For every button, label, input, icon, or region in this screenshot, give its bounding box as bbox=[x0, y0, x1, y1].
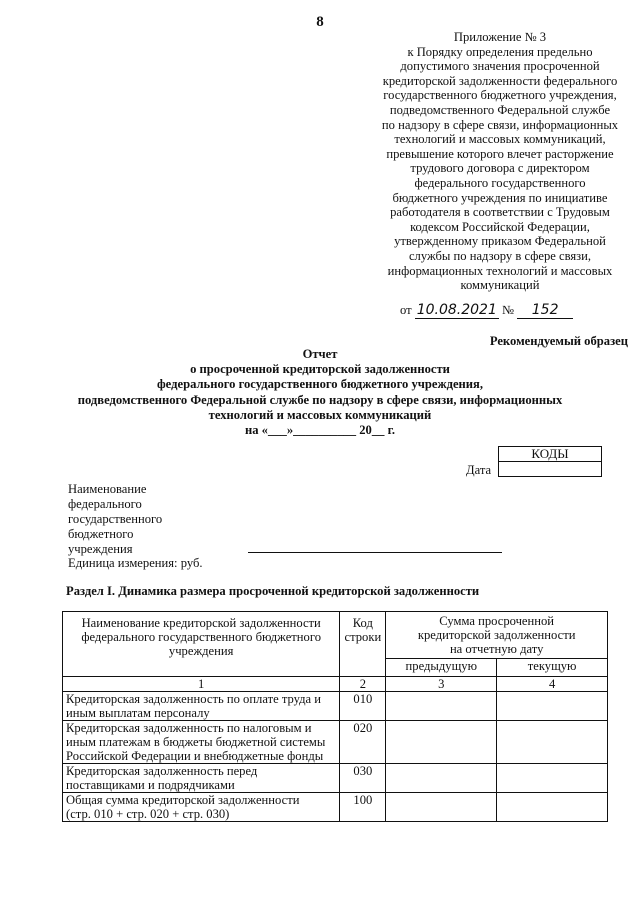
row-name: Кредиторская задолженность перед поставщиками и подрядчиками bbox=[63, 764, 340, 793]
row-curr-value[interactable] bbox=[497, 793, 608, 822]
debt-table bbox=[62, 611, 608, 822]
row-code: 020 bbox=[340, 721, 386, 764]
institution-label-line: Наименование bbox=[68, 482, 147, 496]
appendix-line: трудового договора с директором bbox=[410, 161, 590, 176]
table-row bbox=[63, 764, 608, 793]
institution-label-line: учреждения bbox=[68, 542, 133, 557]
codes-header: КОДЫ bbox=[498, 446, 602, 462]
section-title: Раздел I. Динамика размера просроченной кредиторской задолженности bbox=[66, 584, 480, 598]
row-prev-value[interactable] bbox=[386, 721, 497, 764]
row-name: Общая сумма кредиторской задолженности bbox=[66, 793, 300, 807]
number-prefix: № bbox=[501, 303, 514, 317]
table-row bbox=[63, 692, 608, 721]
appendix-line: государственного бюджетного учреждения, bbox=[383, 88, 617, 103]
institution-label-line: бюджетного bbox=[68, 527, 134, 542]
row-name: Кредиторская задолженность по оплате труда и иным выплатам персоналу bbox=[63, 692, 340, 721]
appendix-line: кредиторской задолженности федерального bbox=[382, 73, 618, 88]
col-prev-header: предыдущую bbox=[386, 659, 497, 677]
appendix-line: к Порядку определения предельно bbox=[407, 44, 593, 59]
report-title bbox=[0, 347, 640, 438]
institution-label-line: федерального bbox=[68, 497, 142, 512]
appendix-line: технологий и массовых коммуникаций, bbox=[394, 132, 606, 147]
institution-name-field[interactable] bbox=[248, 552, 502, 553]
date-label: Дата bbox=[466, 463, 492, 477]
appendix-line: по надзору в сфере связи, информационных bbox=[381, 117, 619, 132]
row-code: 100 bbox=[340, 793, 386, 822]
row-name-cell bbox=[63, 793, 340, 822]
col-name-header: Наименование кредиторской задолженности федерального государственного бюджетного учреждения bbox=[63, 612, 340, 677]
row-prev-value[interactable] bbox=[386, 692, 497, 721]
institution-label-line: государственного bbox=[68, 512, 163, 527]
date-prefix: от bbox=[400, 303, 412, 317]
col-number: 3 bbox=[386, 677, 497, 692]
col-number: 1 bbox=[63, 677, 340, 692]
appendix-line: коммуникаций bbox=[460, 278, 540, 293]
page-number: 8 bbox=[316, 14, 324, 30]
appendix-line: службы по надзору в сфере связи, bbox=[408, 248, 592, 263]
appendix-line: превышение которого влечет расторжение bbox=[386, 146, 614, 161]
col-number: 2 bbox=[340, 677, 386, 692]
col-code-header: Код строки bbox=[340, 612, 386, 677]
unit-label: Единица измерения: руб. bbox=[68, 556, 203, 570]
col-curr-header: текущую bbox=[497, 659, 608, 677]
appendix-line: кодексом Российской Федерации, bbox=[410, 219, 590, 234]
appendix-line: подведомственного Федеральной службе bbox=[389, 102, 611, 117]
sample-label: Рекомендуемый образец bbox=[489, 334, 628, 348]
row-code: 010 bbox=[340, 692, 386, 721]
appendix-line: бюджетного учреждения по инициативе bbox=[392, 190, 608, 205]
report-title-line: федерального государственного бюджетного учреждения, bbox=[156, 377, 484, 392]
col-number: 4 bbox=[497, 677, 608, 692]
order-number-handwritten: 152 bbox=[517, 302, 573, 319]
table-row bbox=[63, 721, 608, 764]
row-name: Кредиторская задолженность по налоговым и иным платежам в бюджеты бюджетной системы Российской Федерации и внебюджетные фонды bbox=[63, 721, 340, 764]
report-date-line: на «___»__________ 20__ г. bbox=[244, 423, 396, 438]
appendix-line: федерального государственного bbox=[414, 175, 586, 190]
order-date-handwritten: 10.08.2021 bbox=[416, 302, 497, 318]
report-title-line: о просроченной кредиторской задолженности bbox=[190, 362, 450, 377]
report-title-line: Отчет bbox=[302, 347, 338, 361]
appendix-header bbox=[368, 30, 632, 293]
report-title-line: подведомственного Федеральной службе по надзору в сфере связи, информационных bbox=[77, 392, 563, 407]
row-name-formula: (стр. 010 + стр. 020 + стр. 030) bbox=[66, 807, 230, 821]
row-prev-value[interactable] bbox=[386, 793, 497, 822]
order-date-row bbox=[400, 302, 573, 319]
row-prev-value[interactable] bbox=[386, 764, 497, 793]
appendix-line: допустимого значения просроченной bbox=[400, 59, 600, 74]
appendix-line: работодателя в соответствии с Трудовым bbox=[390, 205, 610, 220]
appendix-line: информационных технологий и массовых bbox=[387, 263, 613, 278]
appendix-line: утвержденному приказом Федеральной bbox=[394, 234, 606, 249]
row-curr-value[interactable] bbox=[497, 692, 608, 721]
row-curr-value[interactable] bbox=[497, 721, 608, 764]
appendix-line: Приложение № 3 bbox=[453, 30, 547, 44]
col-sum-header: Сумма просроченной кредиторской задолженности на отчетную дату bbox=[386, 612, 608, 659]
codes-box bbox=[498, 446, 602, 477]
table-row bbox=[63, 793, 608, 822]
row-code: 030 bbox=[340, 764, 386, 793]
codes-date-cell[interactable] bbox=[498, 462, 602, 477]
report-title-line: технологий и массовых коммуникаций bbox=[208, 407, 432, 422]
row-curr-value[interactable] bbox=[497, 764, 608, 793]
institution-label bbox=[68, 482, 162, 557]
